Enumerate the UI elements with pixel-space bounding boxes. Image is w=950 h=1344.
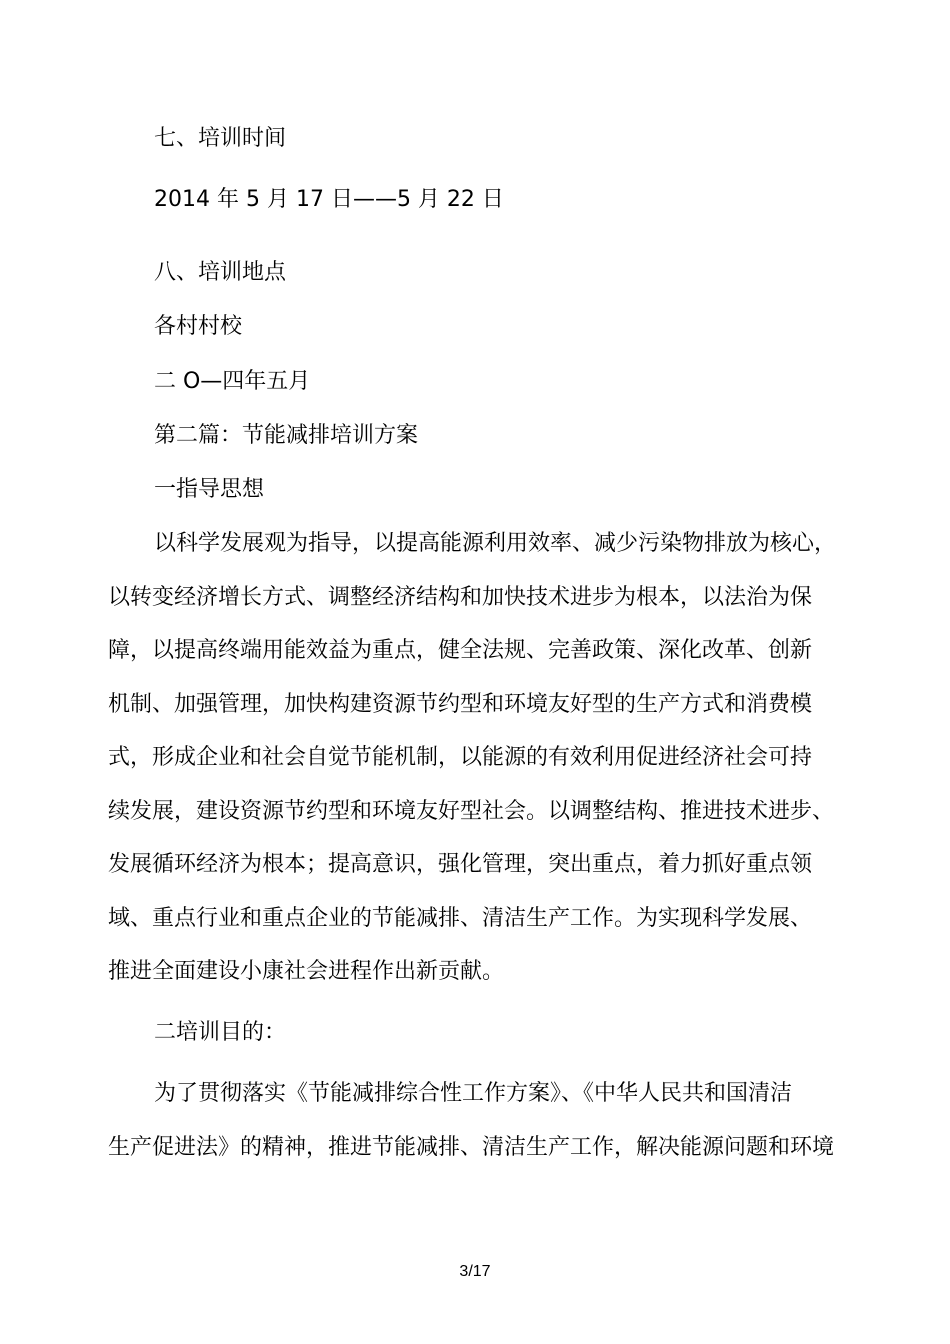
training-location: 各村村校 [154, 314, 243, 339]
paragraph-line: 推进全面建设小康社会进程作出新贡献。 [108, 959, 505, 984]
part-2-title: 第二篇：节能减排培训方案 [154, 423, 419, 448]
section-7-heading: 七、培训时间 [154, 126, 287, 151]
paragraph-line: 域、重点行业和重点企业的节能减排、清洁生产工作。为实现科学发展、 [108, 906, 813, 931]
paragraph-line: 以科学发展观为指导，以提高能源利用效率、减少污染物排放为核心， [154, 531, 837, 556]
paragraph-line: 以转变经济增长方式、调整经济结构和加快技术进步为根本，以法治为保 [108, 585, 813, 610]
paragraph-line: 生产促进法》的精神，推进节能减排、清洁生产工作，解决能源问题和环境 [108, 1135, 835, 1160]
section-8-heading: 八、培训地点 [154, 260, 287, 285]
document-date: 二 O—四年五月 [154, 369, 311, 394]
training-date-range: 2014 年 5 月 17 日——5 月 22 日 [154, 187, 504, 212]
guiding-ideology-heading: 一指导思想 [154, 477, 265, 502]
paragraph-line: 续发展，建设资源节约型和环境友好型社会。以调整结构、推进技术进步、 [108, 799, 835, 824]
page-number: 3/17 [459, 1263, 491, 1280]
paragraph-line: 障，以提高终端用能效益为重点，健全法规、完善政策、深化改革、创新 [108, 638, 813, 663]
paragraph-line: 机制、加强管理，加快构建资源节约型和环境友好型的生产方式和消费模 [108, 692, 813, 717]
paragraph-line: 式，形成企业和社会自觉节能机制，以能源的有效利用促进经济社会可持 [108, 745, 813, 770]
paragraph-line: 发展循环经济为根本；提高意识，强化管理，突出重点，着力抓好重点领 [108, 852, 813, 877]
training-purpose-heading: 二培训目的： [154, 1020, 287, 1045]
paragraph-line: 为了贯彻落实《节能减排综合性工作方案》、《中华人民共和国清洁 [154, 1081, 793, 1106]
